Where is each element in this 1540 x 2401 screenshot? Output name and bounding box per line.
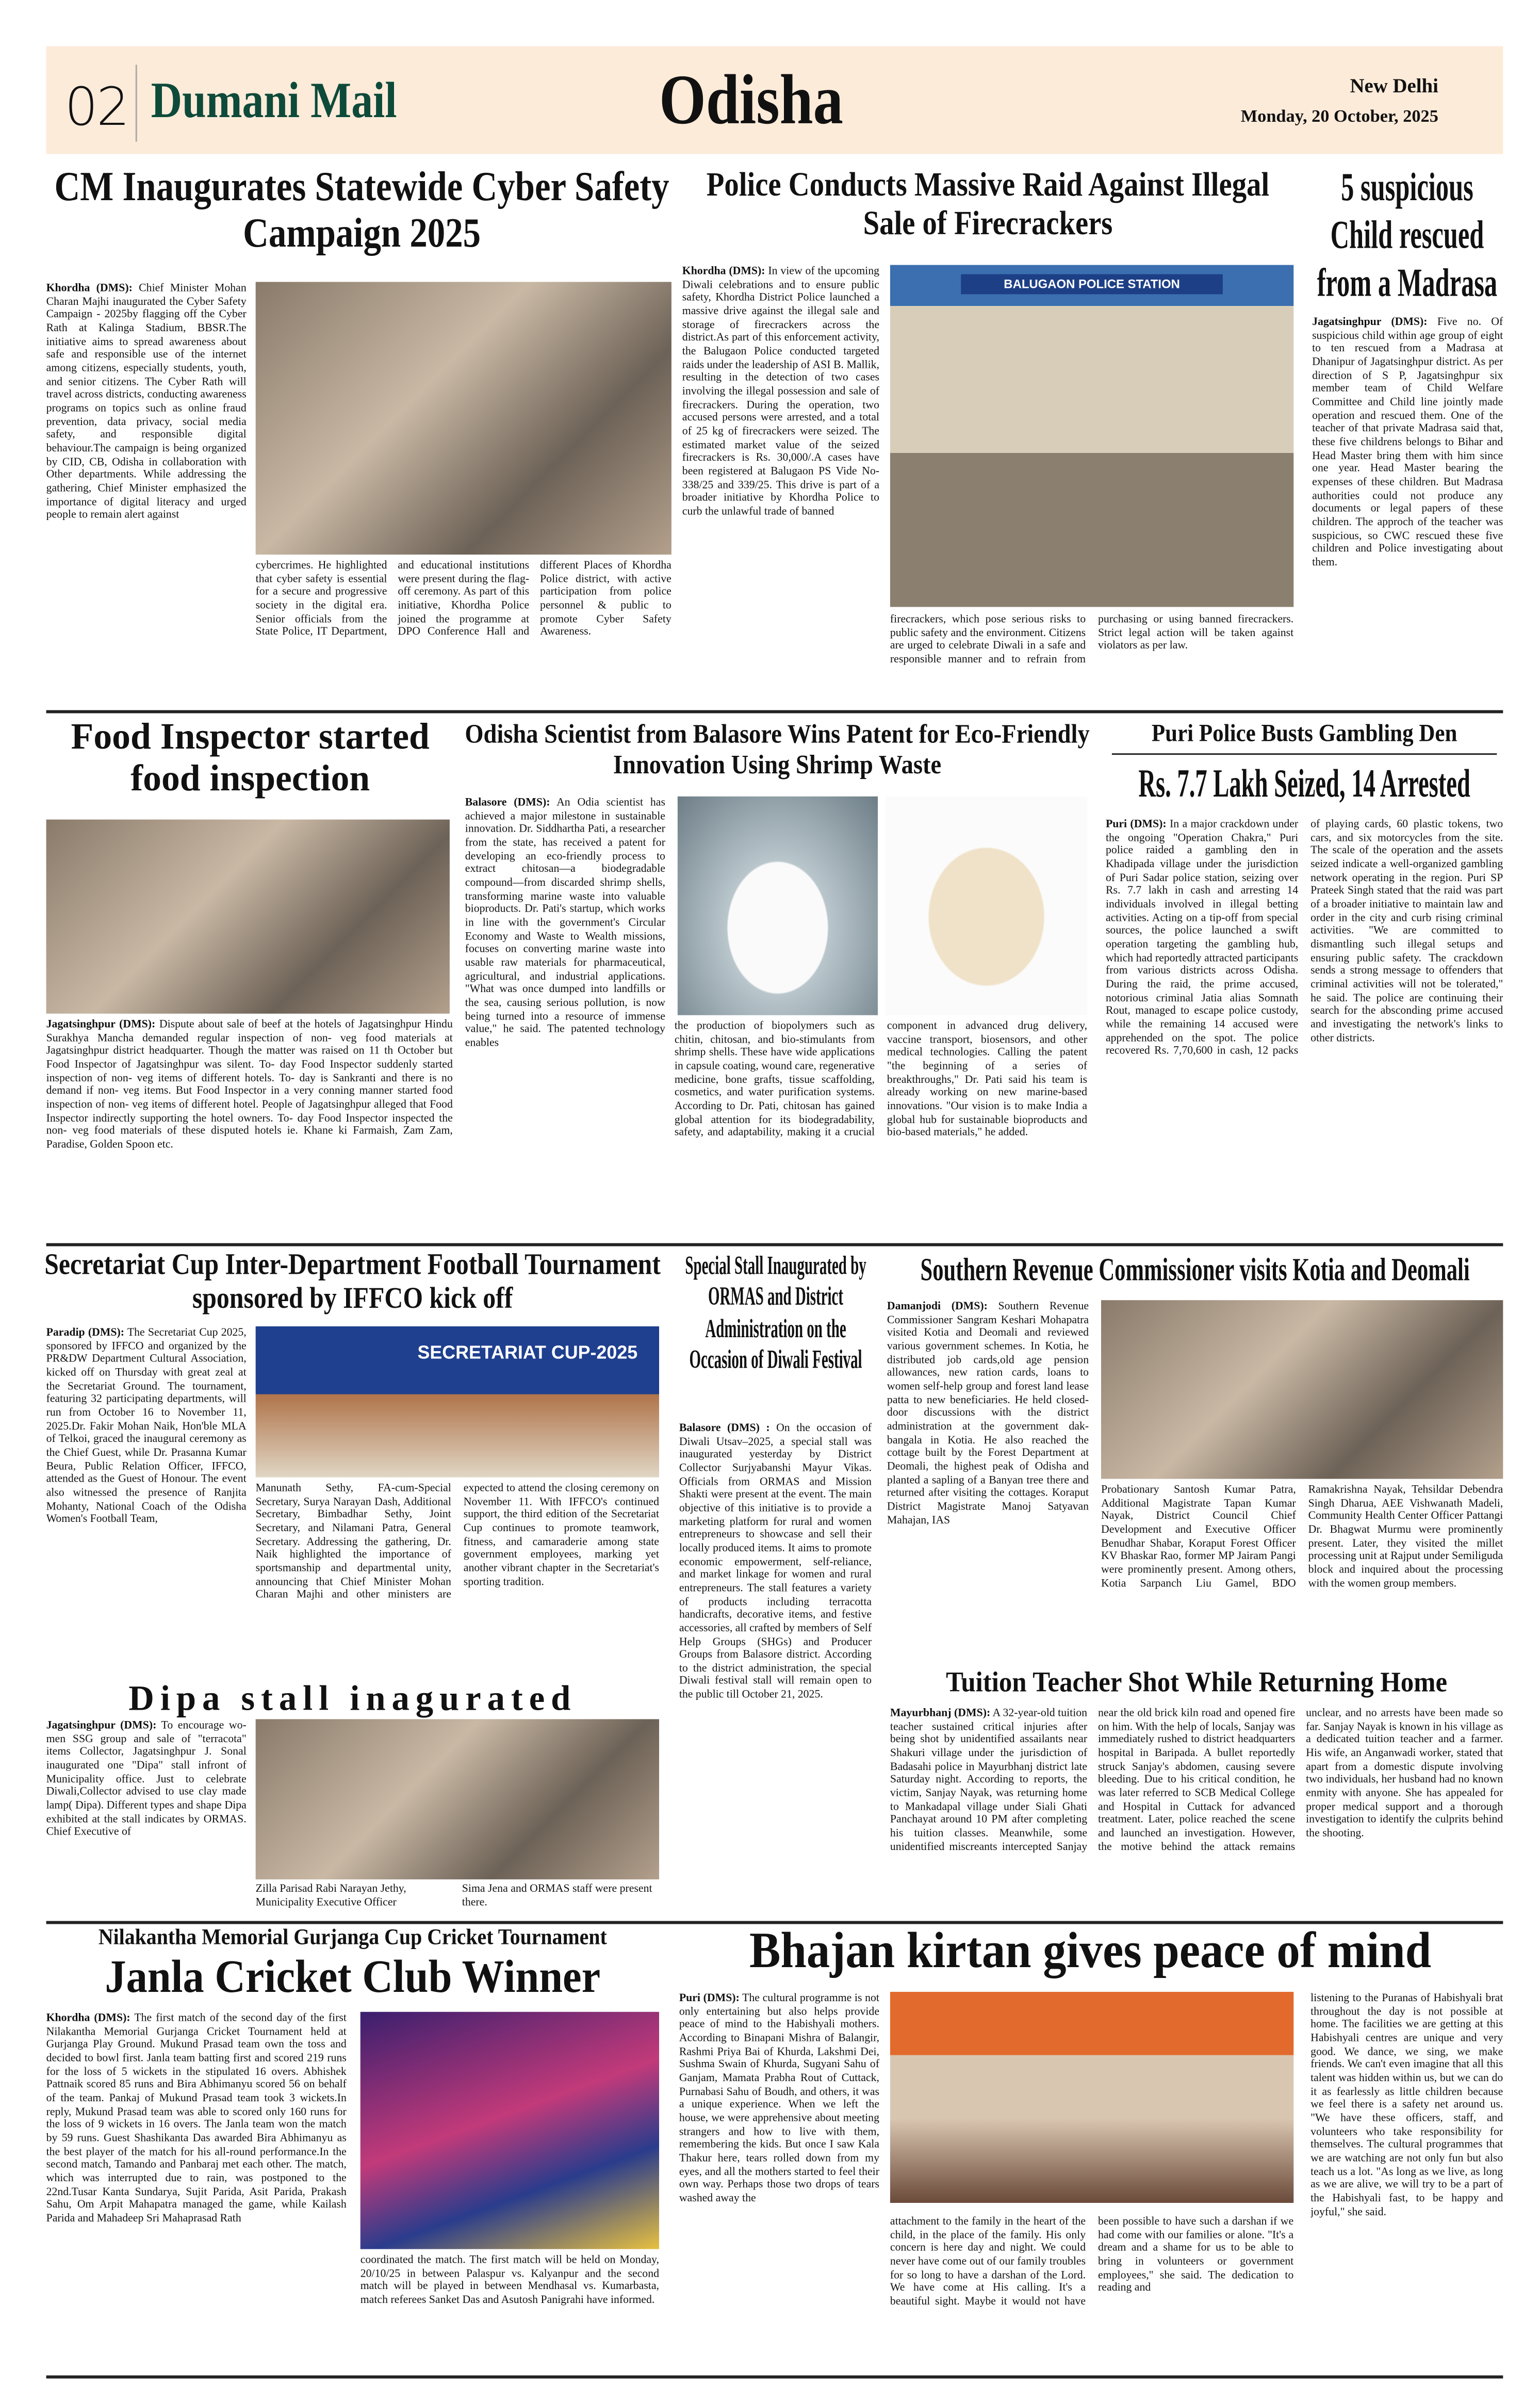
section-divider — [46, 1921, 1503, 1923]
article-body — [256, 559, 671, 703]
section-divider — [46, 710, 1503, 712]
article-body — [1101, 1484, 1503, 1665]
photo-chitosan-powder — [678, 797, 878, 1015]
photo-shrimp-shell-flakes — [886, 797, 1087, 1015]
article-body — [46, 1719, 247, 1911]
edition-city: New Delhi — [1350, 74, 1438, 98]
body-text: The cultural programme is not only entertaining but also helps provide peace of mind to the Habishyali mothers. According to Binapani Mishra of Balangir, Rashmi Priya Bai of Khurda, Lakshmi Dei, Sushma Swain of Khurda, Sugyani Sahu of Ganjam, Mamata Prabha Rout of Cuttack, Purnabasi Sahu of Boudh, and others, it was a unique experience. When we left the house, we were apprehensive about meeting strangers and how to live with them, remembering the kids. But once I saw Kala Thakur here, tears rolled down from my eyes, and all the mothers started to feel their own way. Perhaps those two drops of tears washed away the — [679, 1991, 880, 2204]
photo-caption: Sima Jena and ORMAS staff were present there. — [462, 1880, 652, 1908]
section-title: Odisha — [659, 60, 843, 139]
article-body — [1312, 316, 1503, 702]
headline: Odisha Scientist from Balasore Wins Patent for Eco-Friendly Innovation Using Shrimp Waste — [465, 718, 1090, 779]
headline: Rs. 7.7 Lakh Seized, 14 Arrested — [1138, 761, 1470, 806]
article-body — [465, 797, 665, 1234]
dateline: Jagatsinghpur (DMS): — [46, 1719, 157, 1732]
article-body — [887, 1300, 1089, 1665]
photo-cyber-campaign-meeting — [256, 282, 671, 555]
headline: Dipa stall inagurated — [128, 1679, 577, 1718]
photo-commissioner-distributing-cheque — [1101, 1300, 1503, 1479]
dateline: Puri (DMS): — [679, 1991, 740, 2004]
dateline: Damanjodi (DMS): — [887, 1300, 988, 1313]
stage-banner: SECRETARIAT CUP-2025 — [417, 1341, 638, 1364]
article-body — [46, 1326, 247, 1678]
photo-cricket-trophy-presentation — [361, 2012, 659, 2249]
headline: Special Stall Inaugurated by ORMAS and District Administration on the Occasion of Diwali Festival — [685, 1251, 866, 1375]
article-body — [679, 1422, 872, 1918]
body-text: coordinated the match. The first match will be held on Monday, 20/10/25 in between Palaspur vs. Kalyanpur and the second match will be played in between Mendhasal vs. Kumarbasta, match referees Sanket Das and Asutosh Panigrahi have informed. — [360, 2253, 660, 2306]
article-body — [46, 282, 247, 702]
body-text: An Odia scientist has achieved a major milestone in sustainable innovation. Dr. Siddhartha Pati, a researcher from the state, has received a patent for developing an eco-friendly process to extract chitosan—a biodegradable compound—from discarded shrimp shells, transforming marine waste into valuable bioproducts. Dr. Pati's startup, which works in line with the government's Circular Economy and Waste to Wealth missions, focuses on converting marine waste into usable raw materials for pharmaceutical, agricultural, and industrial applications. "What was once dumped into landfills or the sea, causing serious pollution, is now being turned into a resource of immense value," he said. The patented technology enables — [465, 796, 665, 1049]
headline: Police Conducts Massive Raid Against Illegal Sale of Firecrackers — [706, 165, 1270, 241]
article-body — [1310, 1992, 1503, 2371]
article-body — [890, 613, 1293, 702]
photo-secretariat-cup-stage — [256, 1326, 659, 1478]
article-body — [682, 265, 879, 703]
photo-bhajan-kirtan-stage — [890, 1992, 1293, 2203]
headline: Bhajan kirtan gives peace of mind — [749, 1924, 1432, 1980]
body-text: The Secretariat Cup 2025, sponsored by IFFCO and organized by the PR&DW Department Cultural Association, kicked off on Thursday with great zeal at the Secretariat Ground. The tournament, featuring 32 participating departments, will run from October 16 to November 11, 2025.Dr. Fakir Mohan Naik, Hon'ble MLA of Telkoi, graced the inaugural ceremony as the Chief Guest, while Dr. Prasanna Kumar Beura, Public Relation Officer, IFFCO, attended as the Guest of Honour. The event also witnessed the presence of Ranjita Mohanty, National Coach of the Odisha Women's Football Team, — [46, 1326, 247, 1526]
dateline: Khordha (DMS): — [682, 265, 765, 278]
article-body — [46, 2012, 347, 2371]
dateline: Jagatsinghpur (DMS): — [46, 1018, 156, 1031]
body-text: the production of biopolymers such as chitin, chitosan, and bio-stimulants from shrimp shells. These have wide applications in capsule coating, wound care, regenerative medicine, bone grafts, tissue scaffolding, cosmetics, and water purification systems. According to Dr. Pati, chitosan has gained global attention for its biodegradability, safety, and adaptability, making it a crucial component in advanced drug delivery, vaccine transport, biosensors, and other medical technologies. Calling the patent "the beginning of a series of breakthroughs," Dr. Pati said his team is already working on new marine-based innovations. "Our vision is to make India a global hub for sustainable bioproducts and bio-based materials," he added. — [674, 1019, 1088, 1139]
body-text: listening to the Puranas of Habishyali brat throughout the day is not possible at home. The facilities we are getting at this Habishyali centres are unique and very good. We dance, we sing, we make friends. We can't even imagine that all this talent was hidden within us, but we can do it as fearlessly as little children because we feel there is a safety net around us. "We have these officers, staff, and volunteers who take responsibility for themselves. The cultural programmes that we are watching are not only fun but also teach us a lot. "As long as we live, as long as we are alive, we will try to be a part of the Habishyali fast, to be happy and joyful," she said. — [1310, 1991, 1503, 2218]
body-text: On the occasion of Diwali Utsav–2025, a special stall was inaugurated yesterday by District Collector Surjyabanshi Mayur Vikas. Officials from ORMAS and Mission Shakti were present at the event. The main objective of this initiative is to provide a marketing platform for rural and women entrepreneurs to showcase and sell their locally produced items. It aims to promote economic empowerment, self-reliance, and market linkage for women and rural entrepreneurs. The stall features a variety of products including terracotta handicrafts, decorative items, and festive accessories, all crafted by members of Self Help Groups (SHGs) and Producer Groups from Balasore district. According to the district administration, the special Diwali festival stall will remain open to the public till October 21, 2025. — [679, 1422, 872, 1701]
dateline: Jagatsinghpur (DMS): — [1312, 316, 1428, 329]
photo-food-inspection-kitchen — [46, 820, 450, 1014]
article-body — [1106, 818, 1503, 1234]
brand-name: Dumani Mail — [151, 74, 397, 129]
dateline: Mayurbhanj (DMS): — [890, 1707, 991, 1719]
headline: Food Inspector started food inspection — [71, 718, 430, 800]
page-bottom-rule — [46, 2375, 1503, 2378]
headline: Tuition Teacher Shot While Returning Home — [946, 1668, 1448, 1699]
body-text: attachment to the family in the heart of the child, in the place of the family. His only concern is here day and night. We could never have come out of our family troubles for so long to have a darshan of the Lord. We have come at His calling. It's a beautiful sight. Maybe it would not have been possible to have such a darshan if we had come with our families or alone. "It's a dream and a shame for us to be able to bring in volunteers or government employees," she said. The dedication to reading and — [890, 2215, 1294, 2308]
edition-date: Monday, 20 October, 2025 — [1240, 108, 1438, 126]
photo-caption: Zilla Parisad Rabi Narayan Jethy, Municipality Executive Officer — [255, 1880, 406, 1908]
headline: Secretariat Cup Inter-Department Football Tournament sponsored by IFFCO kick off — [44, 1249, 661, 1316]
divider — [136, 64, 137, 141]
body-text: Dispute about sale of beef at the hotels of Jagatsinghpur Hindu Surakhya Mancha demanded regular inspection of non- veg food materials at Jagatsinghpur district headquarter. Though the matter was raised on 11 th October but Food Inspector of Jagatsinghpur was silent. To- day Food Inspector suddenly started inspection of non- veg items of different hotels. To- day is Sankranti and there is no demand if non- veg items. But Food Inspector in a very conning manner started food inspection of non- veg items of different hotel. People of Jagatsinghpur alleged that Food Inspector indirectly supporting the hotel owners. To- day Food Inspector inspected the non- veg food materials of these disputed hotels ie. Khane ki Farmaish, Zam Zam, Paradise, Golden Spoon etc. — [46, 1018, 453, 1151]
body-text: Manunath Sethy, FA-cum-Special Secretary, Surya Narayan Dash, Additional Secretary, Bimbadhar Sethy, Joint Secretary, and Nilamani Patra, General Secretary. Addressing the gathering, Dr. Naik highlighted the importance of sportsmanship and departmental unity, announcing that Chief Minister Mohan Charan Majhi and other ministers are expected to attend the closing ceremony on November 11. With IFFCO's continued support, the third edition of the Secretariat Cup continues to promote teamwork, fitness, and camaraderie among state government employees, marking yet another vibrant chapter in the Secretariat's sporting tradition. — [255, 1482, 660, 1601]
photo-balugaon-police-station — [890, 265, 1293, 607]
dateline: Paradip (DMS): — [46, 1326, 125, 1339]
article-body — [256, 1482, 659, 1678]
dateline: Puri (DMS): — [1105, 818, 1167, 831]
body-text: firecrackers, which pose serious risks to public safety and the environment. Citizens are urged to celebrate Diwali in a safe and responsible manner and to refrain from purchasing or using banned firecrackers. Strict legal action will be taken against violators as per law. — [890, 613, 1294, 666]
headline: 5 suspicious Child rescued from a Madrasa — [1317, 165, 1498, 306]
headline: Southern Revenue Commissioner visits Kotia and Deomali — [920, 1251, 1470, 1288]
article-body — [890, 1707, 1503, 1918]
body-text: cybercrimes. He highlighted that cyber safety is essential for a secure and progressive society in the digital era. Senior officials from the State Police, IT Department, and educational institutions were present during the flag-off ceremony. As part of this initiative, Khordha Police joined the programme at DPO Conference Hall and different Places of Khordha Police district, with active participation from police personnel & public to promote Cyber Safety Awareness. — [255, 559, 671, 639]
dateline: Balasore (DMS) : — [679, 1422, 770, 1434]
divider — [1112, 753, 1497, 755]
article-body — [679, 1992, 879, 2371]
headline: CM Inaugurates Statewide Cyber Safety Campaign 2025 — [54, 163, 669, 256]
body-text: Probationary Santosh Kumar Patra, Additional Magistrate Tapan Kumar Nayak, District Council Chief Development and Executive Officer Benudhar Shabar, Koraput Forest Officer KV Bhaskar Rao, former MP Jairam Pangi were prominently present. Among others, Kotia Sarpanch Liu Gamel, BDO Ramakrishna Nayak, Tehsildar Debendra Singh Dharua, AEE Vishwanath Madeli, Community Health Center Officer Pattangi Dr. Bhagwat Murmu were prominently present. Later, they visited the millet processing unit at Rajput under Semiliguda block and inquired about the processing with the women group members. — [1101, 1483, 1503, 1589]
article-body — [675, 1020, 1087, 1234]
body-text: In view of the upcoming Diwali celebrations and to ensure public safety, Khordha District Police launched a massive drive against the illegal sale and storage of firecrackers across the district.As part of this enforcement activity, the Balugaon Police conducted targeted raids under the leadership of ASI B. Mallik, resulting in the detection of two cases involving the illegal possession and sale of firecrackers. During the operation, two accused persons were arrested, and a total of 25 kg of firecrackers were seized. The estimated market value of the seized firecrackers is Rs. 30,000/.A cases have been registered at Balugaon PS Vide No- 338/25 and 339/25. This drive is part of a broader initiative by Khordha Police to curb the unlawful trade of banned — [682, 265, 880, 517]
dateline: Khordha (DMS): — [46, 282, 133, 295]
body-text: A 32-year-old tuition teacher sustained critical injuries after being shot by unidentified assailants near Shakuri village under the jurisdiction of Badasahi police in Mayurbhanj district late Saturday night. According to reports, the victim, Sanjay Nayak, was returning home to Mankadapal village under Siali Ghati Panchayat around 10 PM after completing his tuition classes. Meanwhile, some unidentified miscreants intercepted Sanjay near the old brick kiln road and opened fire on him. With the help of locals, Sanjay was immediately rushed to district headquarters hospital in Baripada. A bullet reportedly struck Sanjay's abdomen, causing severe bleeding. Due to his critical condition, he was later referred to SCB Medical College and Hospital in Cuttack for advanced treatment. Later, police reached the scene and launched an investigation. However, the motive behind the attack remains unclear, and no arrests have been made so far. Sanjay Nayak is known in his village as a dedicated tuition teacher and a farmer. His wife, an Anganwadi worker, stated that apart from a domestic dispute involving two individuals, her husband had no known enmity with anyone. She has appealed for proper medical support and a thorough investigation to identify the culprits behind the shooting. — [890, 1707, 1503, 1853]
section-divider — [46, 1243, 1503, 1245]
dateline: Khordha (DMS): — [46, 2011, 130, 2024]
masthead — [46, 46, 1503, 154]
police-station-sign: BALUGAON POLICE STATION — [961, 274, 1223, 295]
page-number: 02 — [64, 77, 128, 139]
headline: Janla Cricket Club Winner — [105, 1952, 601, 2003]
dateline: Balasore (DMS): — [465, 796, 550, 809]
body-text: Southern Revenue Commissioner Sangram Keshari Mohapatra visited Kotia and Deomali and reviewed various government schemes. In Kotia, he distributed job cards,old age pension allowances, new ration cards, loans to women self-help group and forest land lease patta to new beneficiaries. He held closed-door discussions with the district administration at the government dak-bangala in Kotia. He also reached the cottage built by the Forest Department at Deomali, the highest peak of Odisha and planted a sapling of a Banyan tree there and returned after visiting the cottages. Koraput District Magistrate Manoj Satyavan Mahajan, IAS — [887, 1300, 1089, 1526]
body-text: Five no. Of suspicious child within age group of eight to ten rescued from a Madrasa at Dhanipur of Jagatsinghpur district. As per direction of S P, Jagatsinghpur six member team of Child Welfare Committee and Child line jointly made operation and rescued them. One of the teacher of that private Madrasa said that, these five childrens belongs to Bihar and Head Master bring them with him since one year. Head Master bearing the expenses of these children. But Madrasa authorities could not produce any documents or legal papers of these children. The approch of the teacher was suspicious, so CWC rescued these five children and Police investigating about them. — [1312, 316, 1503, 569]
photo-dipa-stall-inauguration — [256, 1719, 659, 1879]
body-text: In a major crackdown under the ongoing "Operation Chakra," Puri police raided a gambling den in Khadipada village under the jurisdiction of Puri Sadar police station, seizing over Rs. 7.7 lakh in cash and arresting 14 individuals involved in illegal betting activities. Acting on a tip-off from special sources, the police launched a swift operation targeting the gambling hub, which had reportedly attracted participants from various districts across Odisha. During the raid, the prime accused, notorious criminal Jatia alias Somnath Rout, managed to escape police custody, while the remaining 14 accused were apprehended on the spot. The police recovered Rs. 7,70,600 in cash, 12 packs of playing cards, 60 plastic tokens, two cars, and six motorcycles from the site. The scale of the operation and the assets seized indicate a well-organized gambling network operating in the region. Puri SP Prateek Singh stated that the raid was part of a broader initiative to maintain law and order in the city and curb rising criminal activities. "We are committed to dismantling such illegal setups and ensuring public safety. The crackdown sends a strong message to offenders that criminal activities will not be tolerated," he said. The police are continuing their search for the absconding prime accused and investigating the network's links to other districts. — [1105, 818, 1503, 1057]
body-text: The first match of the second day of the first Nilakantha Memorial Gurjanga Cricket Tournament held at Gurjanga Play Ground. Mukund Prasad team own the toss and decided to bowl first. Janla team batting first and scored 219 runs for the loss of 5 wickets in the stipulated 16 overs. Abhishek Pattnaik scored 85 runs and Bira Abhimanyu scored 56 on behalf of the team. Pankaj of Mukund Prasad team took 3 wickets.In reply, Mukund Prasad team was able to scored only 160 runs for the loss of 9 wickets in 16 overs. The Janla team won the match by 59 runs. Guest Shashikanta Das awarded Bira Abhimanyu as the best player of the match for his all-round performance.In the second match, Tamando and Panbaraj met each other. The match, which was interrupted due to rain, was postponed to the 22nd.Tusar Kanta Sundarya, Sujit Parida, Asit Parida, Prakash Sahu, Om Arpit Mahapatra managed the game, while Kailash Parida and Mahadeep Sri Mahaprasad Rath — [46, 2011, 347, 2225]
kicker-headline: Nilakantha Memorial Gurjanga Cup Cricket Tournament — [98, 1925, 607, 1951]
article-body — [890, 2215, 1293, 2371]
body-text: To encourage wo- men SSG group and sale of "terracota" items Collector, Jagatsinghpur J. Sonal inaugurated one "Dipa" stall infront of Municipality office. Just to celebrate Diwali,Collector advised to use clay made lamp( Dipa). Different types and shape Dipa exhibited at the stall indicates by ORMAS. Chief Executive of — [46, 1719, 247, 1839]
article-body — [46, 1018, 453, 1234]
kicker-headline: Puri Police Busts Gambling Den — [1151, 721, 1457, 748]
body-text: Chief Minister Mohan Charan Majhi inaugurated the Cyber Safety Campaign - 2025by flagging off the Cyber Rath at Kalinga Stadium, BBSR.The initiative aims to spread awareness about safe and responsible use of the internet among citizens, especially students, youth, and senior citizens. The Cyber Rath will travel across districts, conducting awareness programs on topics such as online fraud prevention, data privacy, social media safety, and responsible digital behaviour.The campaign is being organized by CID, CB, Odisha in collaboration with Other departments. While addressing the gathering, Chief Minister emphasized the importance of digital literacy and urged people to remain alert against — [46, 282, 247, 521]
article-body — [361, 2254, 659, 2371]
